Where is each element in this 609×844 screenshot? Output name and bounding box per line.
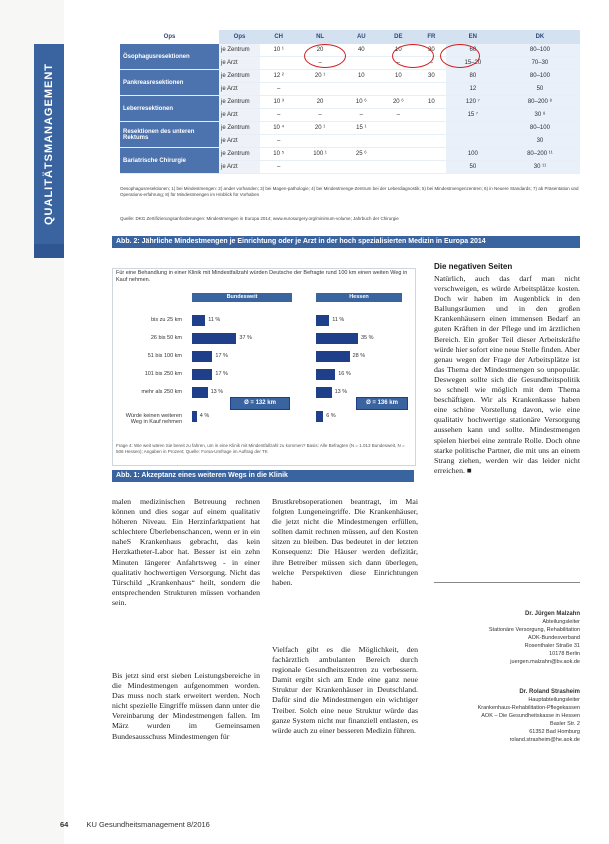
table-footnote: Oesophagusresektionen; 1) bei Mindestmengen: 2) ander vorhanden; 3) bei Magen-pathologie; 4) bei Mindestmenge-Zentrum bei der Leberdiagnostik; 5) bei Mindestmengenzentren; 6) in Neuere Standards; 7) ab Präsentation und Operations-erfahrung; 8) für Mindestmengen im Hinblick für Vorhaben bbox=[120, 186, 579, 197]
chart-note: Frage 4: Wie weit wären Sie bereit zu fahren, um in eine Klinik mit Mindestfallzahl zu kommen? Basis: Alle Befragten (N = 1.013 Bundesweit, N = 506 Hessen); Angaben in Prozent; Quelle: Forsa-Umfrage im Auftrag der TK bbox=[116, 443, 405, 454]
category-label: mehr als 250 km bbox=[141, 389, 182, 395]
bar bbox=[192, 387, 208, 398]
table-cell: – bbox=[380, 109, 417, 122]
side-column: Natürlich, auch das darf man nicht verschweigen, es würde Arbeitsplätze kosten. Doch wir haben im Augenblick in den Ballungsräumen und in den großen Krankenhäusern einen immensen Bedarf an guten Kräften in der Pflege und im ärztlichen Bereich. Ein großer Teil dieser Arbeitskräfte würde hier sofort eine neue Stelle finden. Aber genau wegen der Frage der Arbeitsplätze ist das Thema der Mindestmengen so unpopulär. Deswegen sollte sich die Gesundheitspolitik so schnell wie möglich mit dem Thema beschäftigen. Wir als Krankenkasse haben eine schöne Vorstellung davon, wie eine qualitativ hochwertige stationäre Versorgung aussehen kann und sollte. Mindestmengen spielen hierbei eine zentrale Rolle. Doch ohne starke politische Partner, die mit uns an einem Strang ziehen, werden wir das leider nicht erreichen. ■ bbox=[434, 274, 580, 475]
table-cell: – bbox=[260, 83, 297, 96]
table-cell bbox=[260, 57, 297, 70]
average-label: Ø = 136 km bbox=[356, 397, 408, 410]
col-header: EN bbox=[446, 30, 500, 44]
highlight-circle bbox=[392, 44, 434, 68]
table-cell bbox=[297, 161, 342, 174]
data-label: 6 % bbox=[326, 413, 336, 419]
table-cell bbox=[417, 148, 446, 161]
bar bbox=[316, 369, 335, 380]
table-cell: 30 bbox=[500, 135, 580, 148]
procedure-label: Leberresektionen bbox=[120, 96, 219, 122]
unit-label: je Zentrum bbox=[219, 96, 260, 109]
body-column-2: Brustkrebsoperationen beantragt, im Mai folgten Lungeneingriffe. Die Krankenhäuser, die jetzt nicht die Mindestmengen erfüllen, sollten damit rechnen müssen, auf den Kosten sitzen zu bleiben. Das bedeutet in der letzten Konsequenz: Die Häuser werden defizitär, ihre Betreiber müssen sich dann überlegen, welche Perspektiven diese Einrichtungen haben. bbox=[272, 497, 418, 587]
table-cell: – bbox=[297, 109, 342, 122]
page-footer bbox=[60, 820, 210, 829]
minimum-volume-table bbox=[120, 30, 580, 174]
table-cell: 100 bbox=[446, 148, 500, 161]
data-label: 11 % bbox=[332, 317, 345, 323]
author-name: Dr. Roland Strasheim bbox=[519, 689, 580, 695]
bar bbox=[192, 369, 212, 380]
category-label: 51 bis 100 km bbox=[147, 353, 182, 359]
table-cell bbox=[446, 135, 500, 148]
data-label: 28 % bbox=[352, 353, 366, 359]
chart-intro: Für eine Behandlung in einer Klinik mit Mindestfallzahl würden Deutsche der Befragte rund 100 km einen weiten Weg in Kauf nehmen. bbox=[116, 270, 408, 283]
bar bbox=[192, 351, 212, 362]
table-cell: 40 bbox=[343, 44, 380, 57]
table-cell: – bbox=[260, 161, 297, 174]
table-cell: 20 ¹ bbox=[297, 122, 342, 135]
category-label: bis zu 25 km bbox=[151, 317, 182, 323]
table-cell: 10 ⁶ bbox=[343, 96, 380, 109]
col-header: Ops bbox=[120, 30, 219, 44]
table-cell: 10 bbox=[343, 70, 380, 83]
table-cell: 80–200 ¹¹ bbox=[500, 148, 580, 161]
bar bbox=[316, 333, 358, 344]
bar bbox=[192, 333, 236, 344]
data-label: 17 % bbox=[215, 371, 228, 377]
table-cell: 10 ¹ bbox=[260, 44, 297, 57]
table-row bbox=[120, 70, 580, 83]
table-cell: 60 bbox=[446, 44, 500, 57]
procedure-label: Pankreasresektionen bbox=[120, 70, 219, 96]
body-column-2b: Vielfach gibt es die Möglichkeit, den fachärztlich ambulanten Bereich durch regionale Gesundheitszentren zu verbessern. Damit ergibt sich am Ende eine ganz neue Struktur der Krankenhäuser in Deutschland. Dafür sind die Mindestmengen ein wichtiger Treiber. Solch eine neue Struktur würde das ganze System nicht nur finanziell entlasten, es würde auch zu einer besseren Medizin führen. bbox=[272, 645, 418, 735]
table-cell: 30 bbox=[417, 44, 446, 57]
bar bbox=[192, 411, 197, 422]
series-header: Hessen bbox=[316, 293, 402, 302]
data-label: 37 % bbox=[239, 335, 252, 341]
unit-label: je Zentrum bbox=[219, 148, 260, 161]
body-column-1b: Bis jetzt sind erst sieben Leistungsbereiche in die Mindestmengen aufgenommen worden. Das muss noch stark erweitert werden. Noch nicht spezielle Eingriffe müssen dann unter die Vereinbarung der Mindestmengen fallen. Im März wurden im Gemeinsamen Bundesausschuss Mindestmengen für bbox=[112, 671, 260, 741]
table-cell bbox=[343, 57, 380, 70]
table-row bbox=[120, 148, 580, 161]
body-column-1: malen medizinischen Betreuung rechnen können und dies sogar auf einem qualitativ höheren Niveau. Ein Herzinfarktpatient hat schlechtere Überlebenschancen, wenn er in ein naheS Krankenhaus gebracht, das kein Herzkatheter-Labor hat. Besser ist ein zehn Minuten längerer Anfahrtsweg - in einer qualitativ hochwertigen Versorgung. Nicht das Türschild „Krankenhaus“ heilt, sondern die entsprechenden Strukturen müssen vorhanden sein. bbox=[112, 497, 260, 607]
table-cell: 10 ⁵ bbox=[260, 148, 297, 161]
table-cell bbox=[380, 148, 417, 161]
page-number: 64 bbox=[60, 820, 69, 829]
table-cell bbox=[446, 122, 500, 135]
table-cell: 50 bbox=[500, 83, 580, 96]
data-label: 13 % bbox=[334, 389, 348, 395]
table-cell bbox=[343, 83, 380, 96]
journal-name: KU Gesundheitsmanagement 8/2016 bbox=[86, 820, 210, 829]
table-cell bbox=[297, 135, 342, 148]
author-name: Dr. Jürgen Malzahn bbox=[524, 611, 580, 617]
col-header: NL bbox=[297, 30, 342, 44]
table-cell: – bbox=[380, 57, 417, 70]
table-cell bbox=[417, 161, 446, 174]
table-cell: 100 ¹ bbox=[297, 148, 342, 161]
unit-label: je Arzt bbox=[219, 83, 260, 96]
table-cell: 30 bbox=[417, 70, 446, 83]
table-cell: – bbox=[343, 109, 380, 122]
table-cell bbox=[417, 135, 446, 148]
col-header: DK bbox=[500, 30, 580, 44]
section-heading: Die negativen Seiten bbox=[434, 262, 513, 271]
table-cell bbox=[297, 83, 342, 96]
table-row bbox=[120, 96, 580, 109]
table-cell: 10 bbox=[380, 70, 417, 83]
table-cell: 50 bbox=[446, 161, 500, 174]
table-cell: – bbox=[260, 109, 297, 122]
table-cell: 80 bbox=[446, 70, 500, 83]
unit-label: je Arzt bbox=[219, 57, 260, 70]
table-cell: 25 ⁶ bbox=[343, 148, 380, 161]
series-header: Bundesweit bbox=[192, 293, 292, 302]
table-cell: – bbox=[417, 57, 446, 70]
table-cell bbox=[380, 135, 417, 148]
table-cell: 70–30 bbox=[500, 57, 580, 70]
table-cell bbox=[343, 161, 380, 174]
bar bbox=[316, 351, 350, 362]
table-cell bbox=[380, 83, 417, 96]
table-cell: 20 bbox=[297, 44, 342, 57]
table-cell: – bbox=[297, 57, 342, 70]
procedure-label: Resektionen des unteren Rektums bbox=[120, 122, 219, 148]
table-cell: 15 ⁷ bbox=[446, 109, 500, 122]
table-cell: 80–100 bbox=[500, 44, 580, 57]
col-header: CH bbox=[260, 30, 297, 44]
unit-label: je Zentrum bbox=[219, 44, 260, 57]
data-label: 35 % bbox=[361, 335, 374, 341]
table-cell bbox=[343, 135, 380, 148]
author-block-2: Dr. Roland Strasheim Hauptabteilungsleiter Krankenhaus-Rehabilitation-Pflegekassen AOK – Die Gesundheitskasse in Hessen Basler Str. 2 61352 Bad Homburg roland.strasheim@he.aok.de bbox=[477, 689, 580, 743]
table-cell bbox=[417, 83, 446, 96]
data-label: 17 % bbox=[215, 353, 228, 359]
bar bbox=[316, 411, 323, 422]
table-cell: 15 ¹ bbox=[343, 122, 380, 135]
table-cell: 12 bbox=[446, 83, 500, 96]
table-cell: 10 bbox=[417, 96, 446, 109]
procedure-label: Bariatrische Chirurgie bbox=[120, 148, 219, 174]
table-cell bbox=[380, 122, 417, 135]
table-cell: 20 bbox=[297, 96, 342, 109]
unit-label: je Arzt bbox=[219, 135, 260, 148]
data-label: 13 % bbox=[210, 389, 224, 395]
table-source: Quelle: DKG Zertifizierungsanforderungen: Mindestmengen in Europa 2014; www.eurosurgery.org/minimum-volume; Jahrbuch der Chirurgie bbox=[120, 216, 399, 221]
col-header: AU bbox=[343, 30, 380, 44]
col-header: FR bbox=[417, 30, 446, 44]
col-header: DE bbox=[380, 30, 417, 44]
unit-label: je Zentrum bbox=[219, 122, 260, 135]
figure-caption: Abb. 2: Jährliche Mindestmengen je Einrichtung oder je Arzt in der hoch spezialisierten Medizin in Europa 2014 bbox=[112, 236, 580, 248]
bar bbox=[316, 387, 332, 398]
section-title: QUALITÄTSMANAGEMENT bbox=[43, 63, 55, 225]
category-label: 26 bis 50 km bbox=[150, 335, 182, 341]
table-cell: 30 ⁸ bbox=[500, 109, 580, 122]
highlight-circle bbox=[304, 44, 346, 68]
col-header: Ops bbox=[219, 30, 260, 44]
unit-label: je Zentrum bbox=[219, 70, 260, 83]
average-label: Ø = 132 km bbox=[230, 397, 290, 410]
category-label: 101 bis 250 km bbox=[144, 371, 182, 377]
table-cell: 80–100 bbox=[500, 122, 580, 135]
table-cell: 15–20 bbox=[446, 57, 500, 70]
bar bbox=[316, 315, 329, 326]
table-cell: 20 ¹ bbox=[297, 70, 342, 83]
data-label: 16 % bbox=[338, 371, 351, 377]
sidebar bbox=[0, 0, 64, 844]
procedure-label: Ösophagusresektionen bbox=[120, 44, 219, 70]
table-cell: 10 bbox=[380, 44, 417, 57]
table-cell: 120 ⁷ bbox=[446, 96, 500, 109]
data-label: 4 % bbox=[199, 413, 210, 419]
table-cell: 10 ³ bbox=[260, 96, 297, 109]
table-cell: 80–100 bbox=[500, 70, 580, 83]
table-row bbox=[120, 122, 580, 135]
data-label: 11 % bbox=[208, 317, 221, 323]
bar bbox=[192, 315, 205, 326]
table-cell: 30 ¹¹ bbox=[500, 161, 580, 174]
table-row bbox=[120, 44, 580, 57]
figure-caption: Abb. 1: Akzeptanz eines weiteren Wegs in die Klinik bbox=[112, 470, 414, 482]
divider bbox=[434, 582, 580, 583]
highlight-circle bbox=[440, 44, 480, 68]
unit-label: je Arzt bbox=[219, 109, 260, 122]
table-cell: – bbox=[260, 135, 297, 148]
table-cell bbox=[417, 109, 446, 122]
table-cell: 80–200 ⁸ bbox=[500, 96, 580, 109]
category-label: Würde keinen weiteren Weg in Kauf nehmen bbox=[125, 413, 182, 425]
table-cell: 10 ⁴ bbox=[260, 122, 297, 135]
table-cell bbox=[380, 161, 417, 174]
author-block-1: Dr. Jürgen Malzahn Abteilungsleiter Stationäre Versorgung, Rehabilitation AOK-Bundesverband Rosenthaler Straße 31 10178 Berlin juergen.malzahn@bv.aok.de bbox=[488, 611, 580, 665]
section-tab-end bbox=[34, 244, 64, 258]
table-cell: 20 ⁶ bbox=[380, 96, 417, 109]
unit-label: je Arzt bbox=[219, 161, 260, 174]
table-cell: 12 ² bbox=[260, 70, 297, 83]
table-cell bbox=[417, 122, 446, 135]
